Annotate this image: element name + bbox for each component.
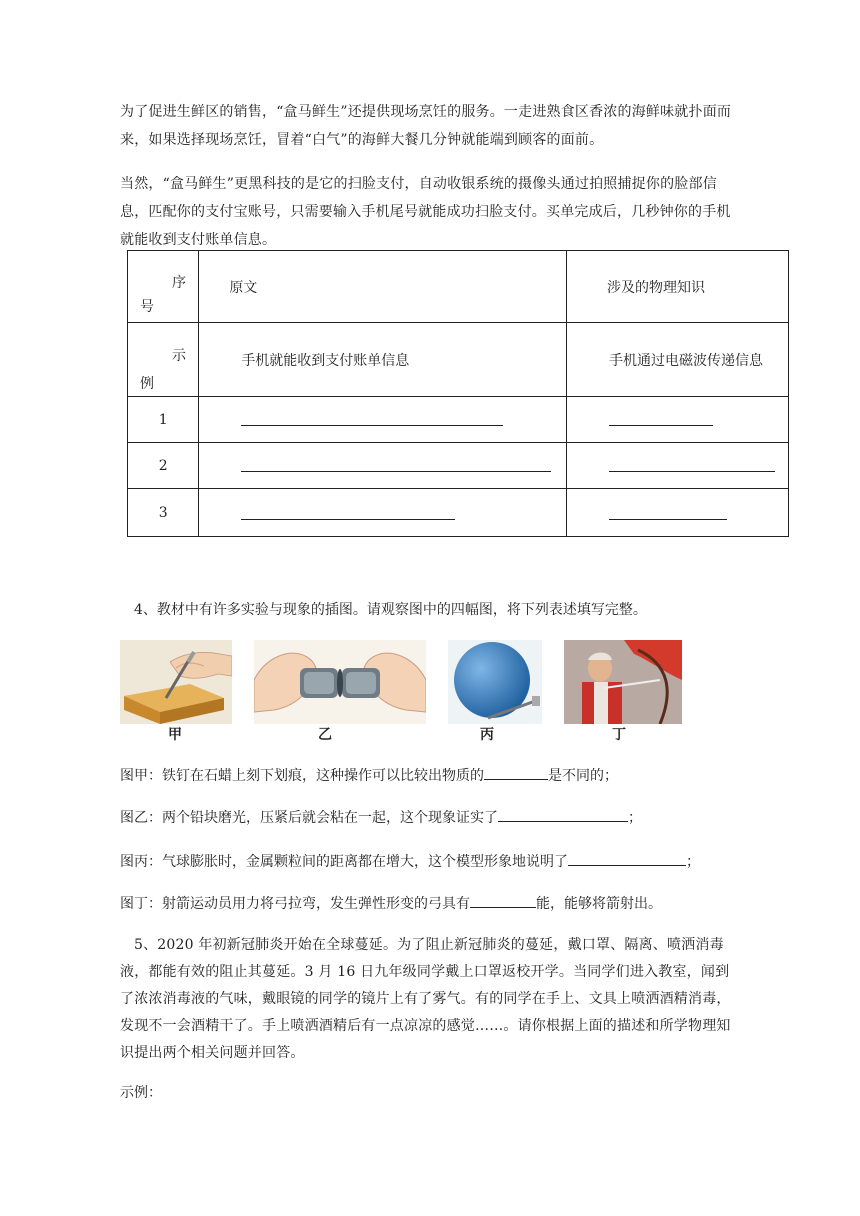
statement-yi: 图乙：两个铅块磨光，压紧后就会粘在一起，这个现象证实了 ； xyxy=(120,806,642,830)
question-4-stem: 4、教材中有许多实验与现象的插图。请观察图中的四幅图，将下列表述填写完整。 xyxy=(134,602,647,618)
header-index-a: 序 xyxy=(172,274,186,291)
caption-bing: 丙 xyxy=(480,727,494,743)
bing-answer-blank[interactable] xyxy=(568,851,686,866)
example-label: 示例： xyxy=(120,1085,162,1101)
row-1-original-blank[interactable] xyxy=(199,397,567,443)
row-1-physics-blank[interactable] xyxy=(566,397,788,443)
example-original: 手机就能收到支付账单信息 xyxy=(199,323,567,397)
question-5-stem: 5、2020 年初新冠肺炎开始在全球蔓延。为了阻止新冠肺炎的蔓延，戴口罩、隔离、喷洒消毒液，都能有效的阻止其蔓延。3 月 16 日九年级同学戴上口罩返校开学。当同学们进入教室，闻到了浓浓消毒液的气味，戴眼镜的同学的镜片上有了雾气。有的同学在手上、文具上喷洒酒精消毒，发现不一会酒精干了。手上喷洒酒精后有一点凉凉的感觉……。请你根据上面的描述和所学物理知识提出两个相关问题并回答。 xyxy=(120,937,731,1061)
row-index: 1 xyxy=(128,397,199,443)
paragraph-face-payment: 当然，“盒马鲜生”更黑科技的是它的扫脸支付，自动收银系统的摄像头通过拍照捕捉你的脸部信息，匹配你的支付宝账号，只需要输入手机尾号就能成功扫脸支付。买单完成后，几秒钟你的手机就能收到支付账单信息。 xyxy=(120,176,731,248)
figure-ding-archer-icon xyxy=(564,640,682,724)
row-3-original-blank[interactable] xyxy=(199,489,567,537)
paragraph-cooking-service: 为了促进生鲜区的销售，“盒马鲜生”还提供现场烹饪的服务。一走进熟食区香浓的海鲜味就扑面而来，如果选择现场烹饪，冒着“白气”的海鲜大餐几分钟就能端到顾客的面前。 xyxy=(120,104,732,148)
knowledge-table xyxy=(127,250,789,537)
ding-answer-blank[interactable] xyxy=(470,893,536,908)
yi-answer-blank[interactable] xyxy=(498,807,628,822)
header-index-cell xyxy=(128,251,199,323)
statement-ding: 图丁：射箭运动员用力将弓拉弯，发生弹性形变的弓具有 能，能够将箭射出。 xyxy=(120,892,662,916)
caption-jia: 甲 xyxy=(168,727,182,743)
header-physics: 涉及的物理知识 xyxy=(566,251,788,323)
header-original: 原文 xyxy=(199,251,567,323)
table-row xyxy=(128,489,789,537)
example-index-a: 示 xyxy=(172,347,186,364)
figure-yi-lead-blocks-icon xyxy=(254,640,426,724)
example-index-cell xyxy=(128,323,199,397)
statement-jia: 图甲：铁钉在石蜡上刻下划痕，这种操作可以比较出物质的 是不同的； xyxy=(120,764,618,788)
figure-jia-nail-scratching-wax-icon xyxy=(120,640,232,724)
jia-answer-blank[interactable] xyxy=(484,765,548,780)
caption-yi: 乙 xyxy=(318,727,332,743)
table-row xyxy=(128,443,789,489)
table-header-row xyxy=(128,251,789,323)
table-example-row xyxy=(128,323,789,397)
header-index-b: 号 xyxy=(140,298,154,315)
example-physics: 手机通过电磁波传递信息 xyxy=(566,323,788,397)
row-index: 3 xyxy=(128,489,199,537)
row-3-physics-blank[interactable] xyxy=(566,489,788,537)
caption-ding: 丁 xyxy=(612,727,626,743)
row-2-original-blank[interactable] xyxy=(199,443,567,489)
table-row xyxy=(128,397,789,443)
row-index: 2 xyxy=(128,443,199,489)
figure-bing-balloon-icon xyxy=(448,640,542,724)
row-2-physics-blank[interactable] xyxy=(566,443,788,489)
example-index-b: 例 xyxy=(140,375,154,392)
statement-bing: 图丙：气球膨胀时，金属颗粒间的距离都在增大，这个模型形象地说明了 ； xyxy=(120,850,700,874)
